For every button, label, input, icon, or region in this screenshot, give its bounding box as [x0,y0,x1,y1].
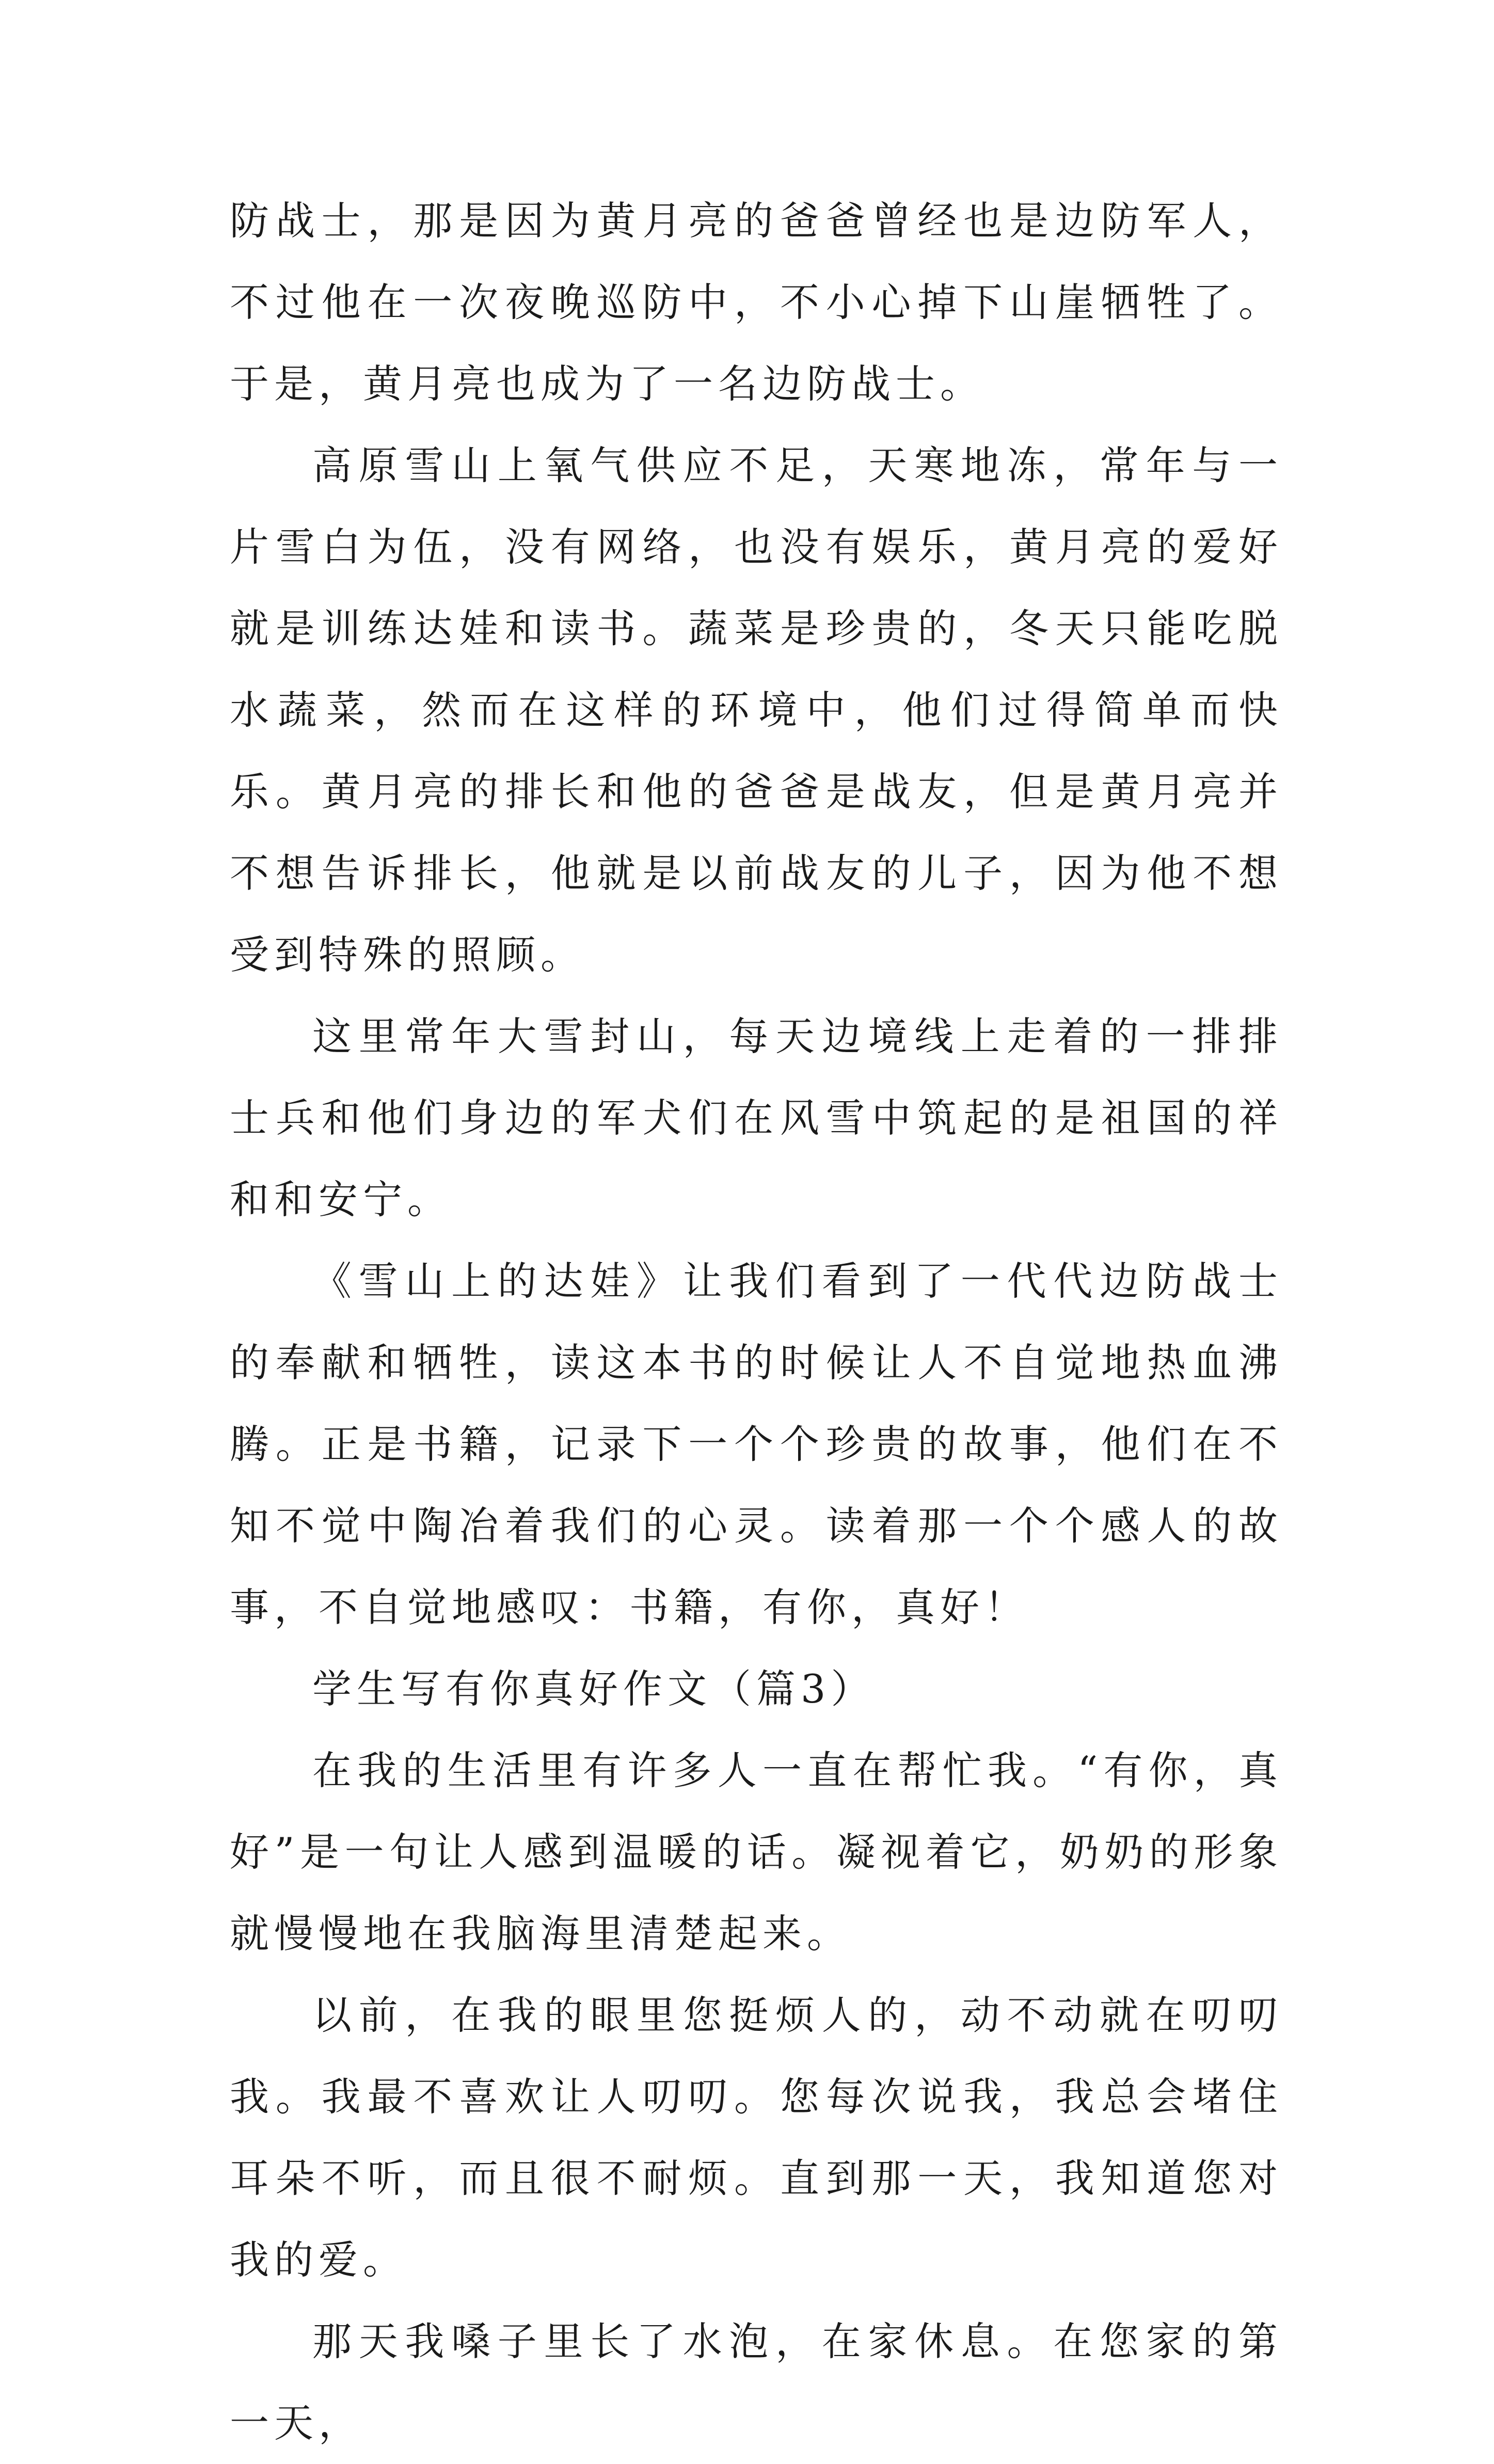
paragraph: 在我的生活里有许多人一直在帮忙我。“有你，真好”是一句让人感到温暖的话。凝视着它，奶奶的形象就慢慢地在我脑海里清楚起来。 [230,1747,1283,1957]
paragraph: 这里常年大雪封山，每天边境线上走着的一排排士兵和他们身边的军犬们在风雪中筑起的是祖国的祥和和安宁。 [230,1013,1283,1222]
paragraph: 《雪山上的达娃》让我们看到了一代代边防战士的奉献和牺牲，读这本书的时候让人不自觉地热血沸腾。正是书籍，记录下一个个珍贵的故事，他们在不知不觉中陶冶着我们的心灵。读着那一个个感人的故事，不自觉地感叹：书籍，有你，真好！ [230,1258,1283,1630]
paragraph: 高原雪山上氧气供应不足，天寒地冻，常年与一片雪白为伍，没有网络，也没有娱乐，黄月亮的爱好就是训练达娃和读书。蔬菜是珍贵的，冬天只能吃脱水蔬菜，然而在这样的环境中，他们过得简单而快乐。黄月亮的排长和他的爸爸是战友，但是黄月亮并不想告诉排长，他就是以前战友的儿子，因为他不想受到特殊的照顾。 [230,442,1283,978]
section-heading: 学生写有你真好作文（篇3） [312,1666,876,1712]
paragraph: 那天我嗓子里长了水泡，在家休息。在您家的第一天， [230,2318,1283,2446]
paragraph: 以前，在我的眼里您挺烦人的，动不动就在叨叨我。我最不喜欢让人叨叨。您每次说我，我总会堵住耳朵不听，而且很不耐烦。直到那一天，我知道您对我的爱。 [230,1992,1283,2283]
body-text [230,180,1283,2464]
paragraph-continuation: 防战士，那是因为黄月亮的爸爸曾经也是边防军人，不过他在一次夜晚巡防中，不小心掉下山崖牺牲了。于是，黄月亮也成为了一名边防战士。 [230,198,1283,407]
